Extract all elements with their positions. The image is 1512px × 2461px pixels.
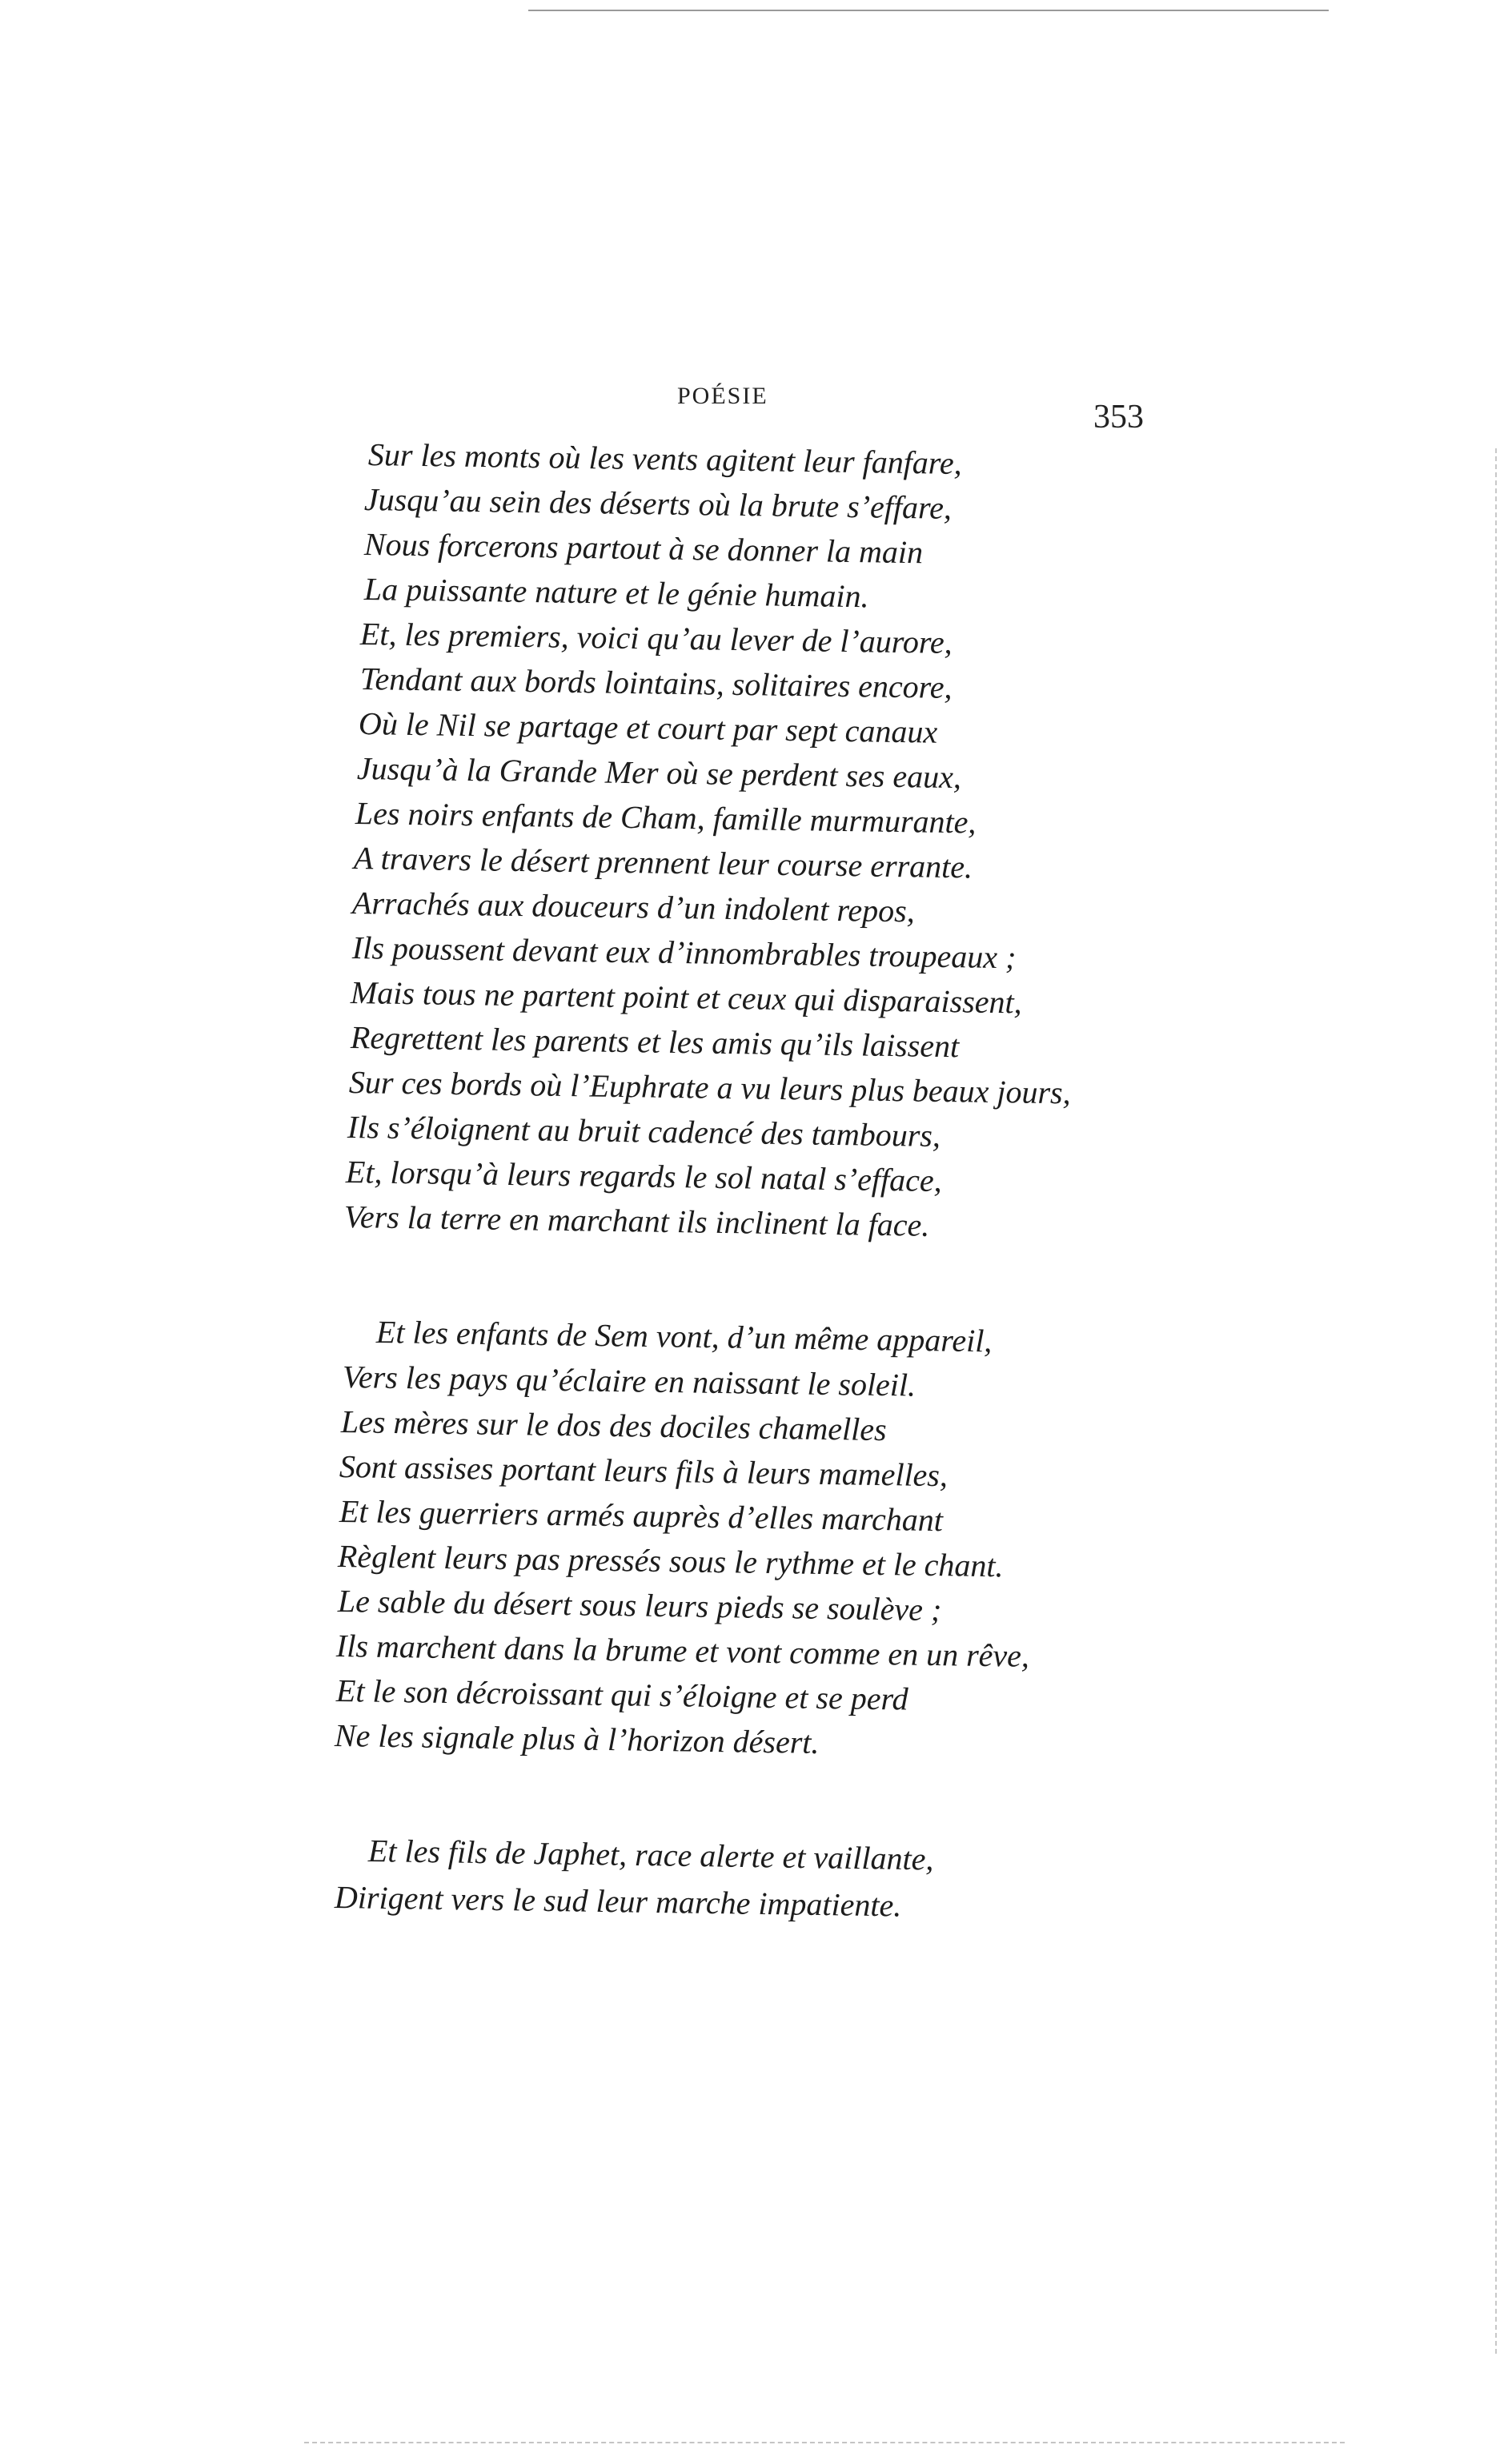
- verse-line: Dirigent vers le sud leur marche impatiente.: [334, 1879, 902, 1924]
- verse-line: Jusqu’au sein des déserts où la brute s’effare,: [363, 481, 953, 526]
- verse-line: Et les fils de Japhet, race alerte et vaillante,: [367, 1833, 934, 1877]
- verse-line: Et les guerriers armés auprès d’elles marchant: [339, 1493, 944, 1539]
- verse-line: A travers le désert prennent leur course errante.: [353, 840, 973, 885]
- verse-line: Les noirs enfants de Cham, famille murmurante,: [355, 795, 977, 841]
- verse-line: Ils marchent dans la brume et vont comme en un rêve,: [335, 1628, 1030, 1674]
- verse-line: Ils poussent devant eux d’innombrables troupeaux ;: [351, 929, 1017, 976]
- verse-line: Règlent leurs pas pressés sous le rythme et le chant.: [337, 1538, 1004, 1584]
- verse-line: Sur les monts où les vents agitent leur fanfare,: [367, 436, 963, 482]
- verse-line: Vers la terre en marchant ils inclinent la face.: [343, 1198, 930, 1243]
- verse-line: Regrettent les parents et les amis qu’ils laissent: [350, 1019, 960, 1065]
- running-title: POÉSIE: [677, 383, 768, 409]
- verse-line: La puissante nature et le génie humain.: [363, 571, 869, 615]
- verse-line: Ils s’éloignent au bruit cadencé des tambours,: [347, 1109, 941, 1154]
- verse-line: Mais tous ne partent point et ceux qui disparaissent,: [350, 974, 1023, 1021]
- verse-line: Vers les pays qu’éclaire en naissant le soleil.: [342, 1359, 916, 1403]
- verse-line: Et les enfants de Sem vont, d’un même appareil,: [375, 1314, 993, 1359]
- verse-line: Le sable du désert sous leurs pieds se soulève ;: [337, 1583, 942, 1628]
- verse-line: Les mères sur le dos des dociles chamelles: [340, 1403, 888, 1448]
- verse-line: Ne les signale plus à l’horizon désert.: [334, 1717, 820, 1760]
- verse-line: Et le son décroissant qui s’éloigne et se perd: [335, 1672, 908, 1717]
- verse-line: Et, lorsqu’à leurs regards le sol natal s’efface,: [345, 1154, 943, 1199]
- verse-line: Et, les premiers, voici qu’au lever de l’aurore,: [359, 616, 953, 660]
- verse-line: Où le Nil se partage et court par sept canaux: [358, 705, 938, 750]
- page-number: 353: [1093, 399, 1144, 436]
- verse-line: Tendant aux bords lointains, solitaires encore,: [359, 660, 953, 705]
- verse-line: Jusqu’à la Grande Mer où se perdent ses eaux,: [356, 750, 962, 796]
- verse-line: Arrachés aux douceurs d’un indolent repos,: [351, 885, 916, 929]
- verse-line: Sur ces bords où l’Euphrate a vu leurs plus beaux jours,: [348, 1064, 1072, 1111]
- verse-line: Nous forcerons partout à se donner la main: [363, 526, 924, 571]
- verse-line: Sont assises portant leurs fils à leurs mamelles,: [339, 1448, 949, 1494]
